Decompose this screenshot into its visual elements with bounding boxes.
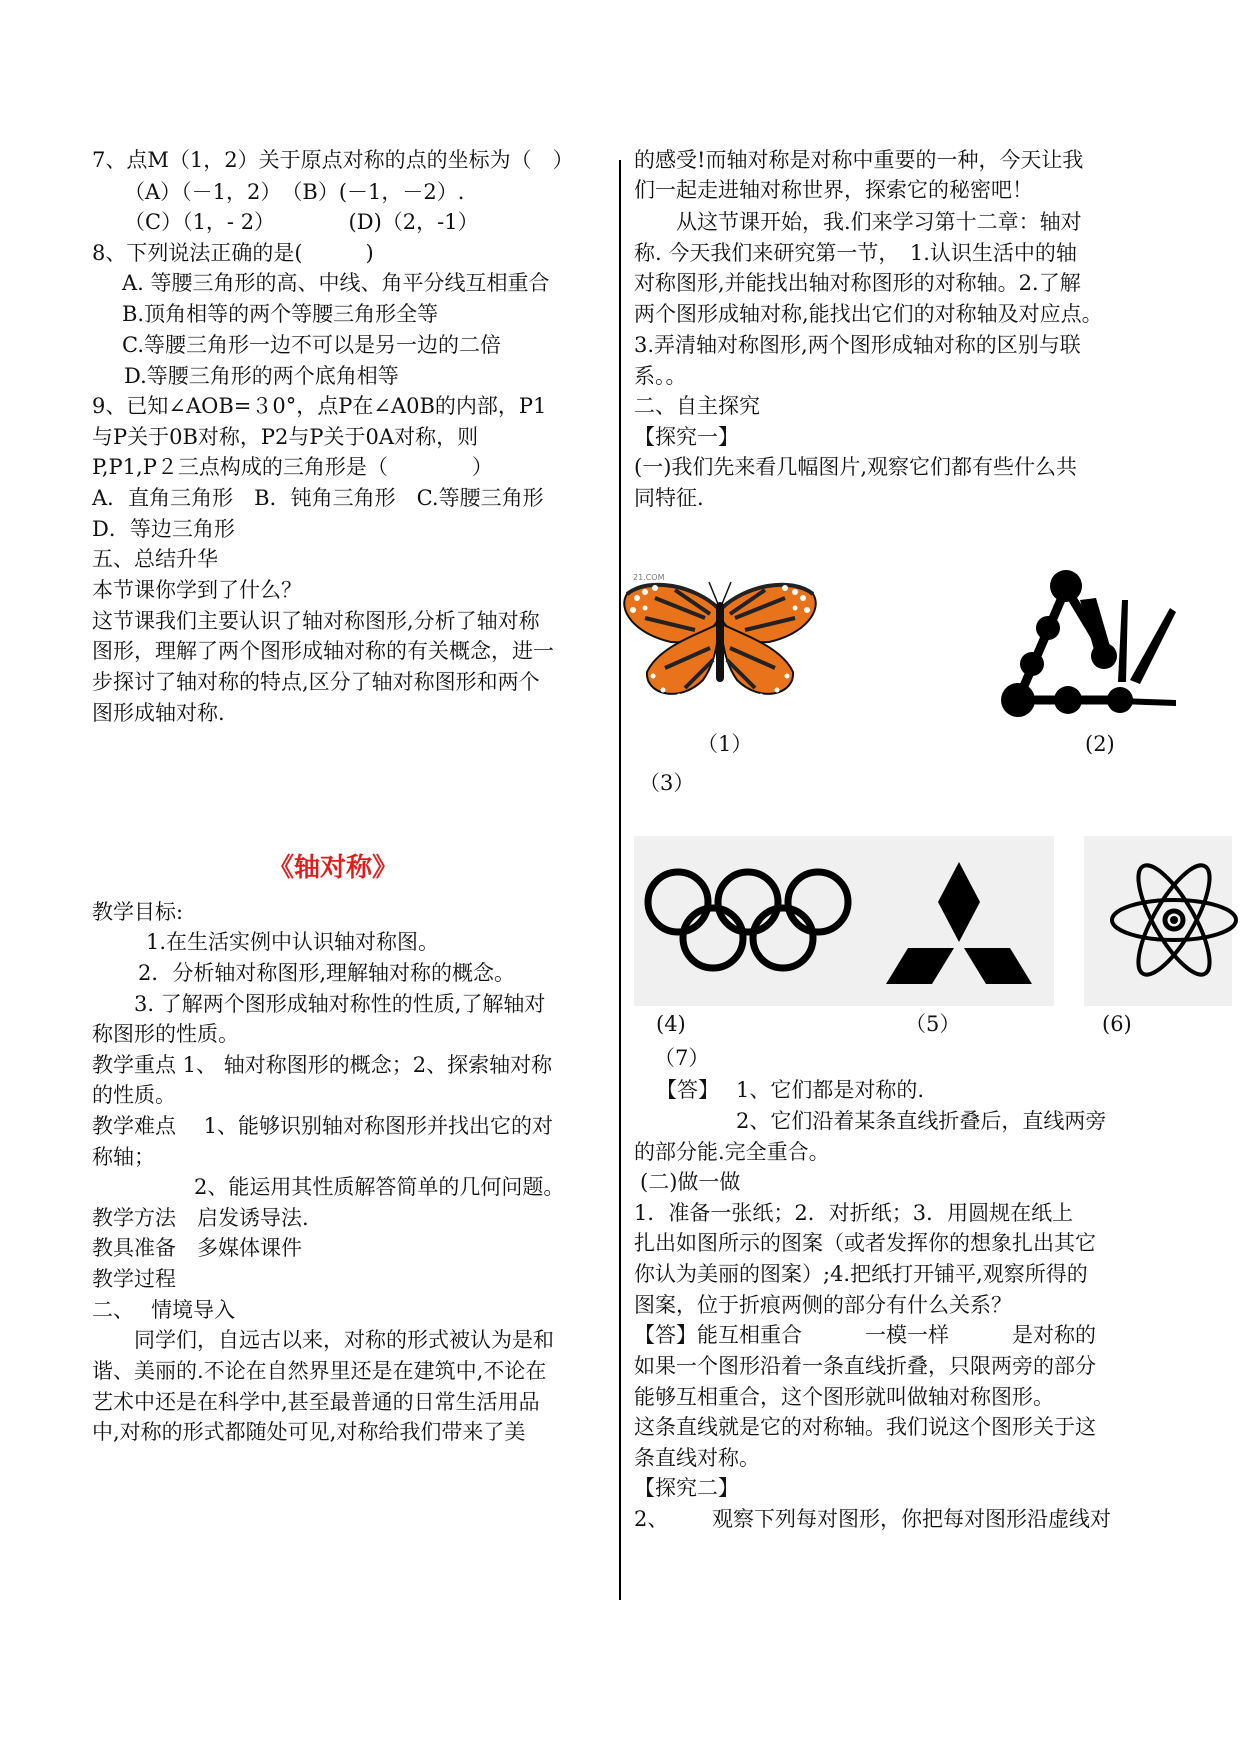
q8-option-b: B.顶角相等的两个等腰三角形全等 [122, 302, 439, 326]
right-line-4: 称. 今天我们来研究第一节， 1.认识生活中的轴 [634, 241, 1077, 265]
key-points-line-1: 教学重点 1、 轴对称图形的概念；2、探索轴对称 [92, 1053, 553, 1077]
q8-option-d: D.等腰三角形的两个底角相等 [124, 364, 399, 388]
last-item-number: 2、 [634, 1507, 669, 1531]
difficulty-line-2: 称轴； [92, 1145, 155, 1169]
summary-line-3: 步探讨了轴对称的特点,区分了轴对称图形和两个 [92, 670, 540, 694]
lesson-title: 《轴对称》 [268, 853, 399, 883]
explore-2-label: 【探究二】 [634, 1476, 739, 1500]
right-line-7: 3.弄清轴对称图形,两个图形成轴对称的区别与联 [634, 333, 1081, 357]
q9-line-3: P,P1,P２三点构成的三角形是（ ） [92, 455, 493, 479]
do-line-1: 1．准备一张纸；2．对折纸；3．用圆规在纸上 [634, 1201, 1074, 1225]
intro-heading: 二、 情境导入 [92, 1298, 236, 1322]
triangle-molecule-figure [980, 560, 1180, 720]
goal-1: 1.在生活实例中认识轴对称图。 [146, 930, 440, 954]
intro-line-2: 谐、美丽的.不论在自然界里还是在建筑中,不论在 [92, 1359, 547, 1383]
observe-line-2: 同特征. [634, 486, 704, 510]
do-line-2: 扎出如图所示的图案（或者发挥你的想象扎出其它 [634, 1231, 1096, 1255]
summary-line-2: 图形，理解了两个图形成轴对称的有关概念，进一 [92, 639, 554, 663]
teaching-tools: 教具准备 多媒体课件 [92, 1236, 302, 1260]
goal-2: 2．分析轴对称图形,理解轴对称的概念。 [138, 961, 516, 985]
three-diamonds-figure [864, 836, 1054, 1006]
caption-2: (2) [1085, 732, 1115, 756]
do-heading: (二)做一做 [640, 1170, 741, 1194]
summary-question: 本节课你学到了什么？ [92, 578, 302, 602]
teaching-method: 教学方法 启发诱导法. [92, 1206, 309, 1230]
q8-stem: 8、下列说法正确的是( ) [92, 241, 374, 265]
teaching-process: 教学过程 [92, 1267, 176, 1291]
do-answer: 【答】能互相重合 一模一样 是对称的 [634, 1323, 1096, 1347]
summary-line-1: 这节课我们主要认识了轴对称图形,分析了轴对称 [92, 609, 540, 633]
right-line-2: 们一起走进轴对称世界，探索它的秘密吧！ [634, 178, 1033, 202]
caption-7: （7） [654, 1046, 710, 1070]
goal-3-line-2: 称图形的性质。 [92, 1022, 239, 1046]
do-line-4: 图案，位于折痕两侧的部分有什么关系？ [634, 1293, 1012, 1317]
intro-line-3: 艺术中还是在科学中,甚至最普通的日常生活用品 [92, 1390, 540, 1414]
q9-line-5: D．等边三角形 [92, 517, 235, 541]
q9-line-1: 9、已知∠AOB=３0°，点P在∠A0B的内部，P1 [92, 394, 547, 418]
answer-label: 【答】 [656, 1078, 719, 1102]
q7-options-ab: （A）（－1，2） （B）(－1，－2）. [124, 180, 465, 204]
q9-line-2: 与P关于0B对称，P2与P关于0A对称，则 [92, 425, 479, 449]
column-divider [619, 160, 621, 1600]
summary-heading: 五、总结升华 [92, 547, 218, 571]
caption-4: (4) [656, 1012, 686, 1036]
definition-line-2: 能够互相重合，这个图形就叫做轴对称图形。 [634, 1385, 1054, 1409]
right-line-8: 系。。 [634, 364, 687, 388]
caption-3: （3） [639, 771, 695, 795]
q8-option-a: A. 等腰三角形的高、中线、角平分线互相重合 [122, 271, 550, 295]
definition-line-1: 如果一个图形沿着一条直线折叠，只限两旁的部分 [634, 1354, 1096, 1378]
difficulty-line-1: 教学难点 1、能够识别轴对称图形并找出它的对 [92, 1114, 554, 1138]
right-line-1: 的感受!而轴对称是对称中重要的一种，今天让我 [634, 148, 1084, 172]
caption-5: （5） [905, 1012, 961, 1036]
caption-1: （1） [697, 732, 753, 756]
do-line-3: 你认为美丽的图案）;4.把纸打开铺平,观察所得的 [634, 1262, 1088, 1286]
right-line-6: 两个图形成轴对称,能找出它们的对称轴及对应点。 [634, 302, 1103, 326]
summary-line-4: 图形成轴对称. [92, 701, 225, 725]
explore-heading: 二、自主探究 [634, 394, 760, 418]
q9-line-4: A．直角三角形 B．钝角三角形 C.等腰三角形 [92, 486, 544, 510]
caption-6: (6) [1102, 1012, 1132, 1036]
definition-line-3: 这条直线就是它的对称轴。我们说这个图形关于这 [634, 1415, 1096, 1439]
image-watermark: 21.COM [633, 573, 665, 582]
key-points-line-2: 的性质。 [92, 1083, 176, 1107]
answer-line-2: 2、它们沿着某条直线折叠后，直线两旁 [736, 1109, 1107, 1133]
intro-line-4: 中,对称的形式都随处可见,对称给我们带来了美 [92, 1420, 526, 1444]
goal-3-line-1: 3. 了解两个图形成轴对称性的性质,了解轴对 [134, 992, 546, 1016]
q7-options-cd: （C）（1，- 2） (D)（2，-1） [124, 210, 479, 234]
answer-line-3: 的部分能.完全重合。 [634, 1140, 830, 1164]
difficulty-line-3: 2、能运用其性质解答简单的几何问题。 [194, 1175, 565, 1199]
atom-figure [1084, 836, 1232, 1006]
definition-line-4: 条直线对称。 [634, 1446, 760, 1470]
q8-option-c: C.等腰三角形一边不可以是另一边的二倍 [122, 333, 501, 357]
olympic-rings-figure [634, 836, 864, 1006]
right-line-3: 从这节课开始，我.们来学习第十二章：轴对 [676, 210, 1082, 234]
intro-line-1: 同学们，自远古以来，对称的形式被认为是和 [134, 1328, 554, 1352]
goals-label: 教学目标: [92, 900, 184, 924]
last-item-text: 观察下列每对图形，你把每对图形沿虚线对 [712, 1507, 1111, 1531]
right-line-5: 对称图形,并能找出轴对称图形的对称轴。2.了解 [634, 271, 1081, 295]
explore-1-label: 【探究一】 [634, 425, 739, 449]
answer-line-1: 1、它们都是对称的. [736, 1078, 925, 1102]
observe-line-1: (一)我们先来看几幅图片,观察它们都有些什么共 [634, 455, 1078, 479]
q7-stem: 7、点M（1，2）关于原点对称的点的坐标为（ ） [92, 148, 574, 172]
butterfly-figure [615, 568, 825, 708]
